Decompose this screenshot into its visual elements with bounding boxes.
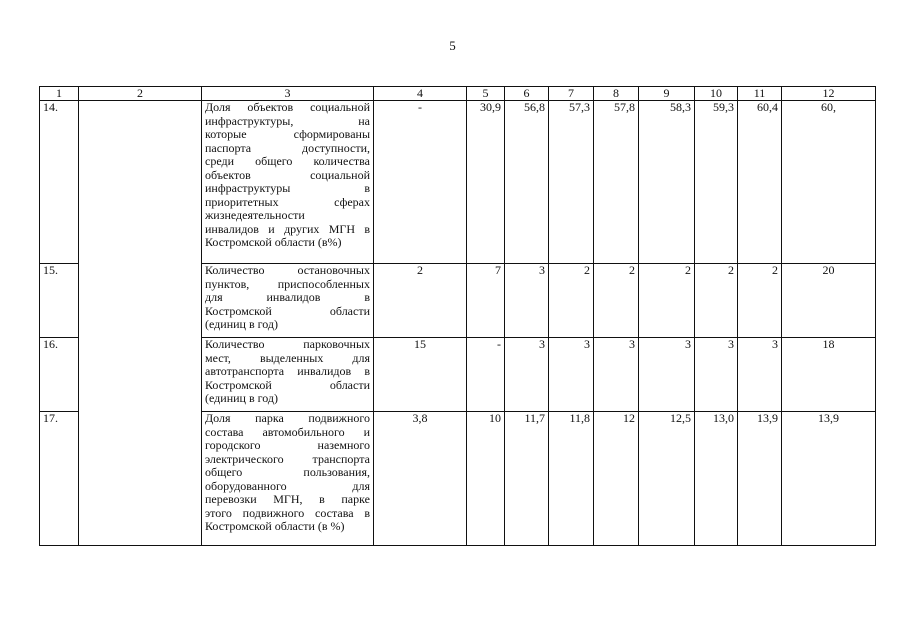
value-cell: 13,9 [738,412,782,546]
value-cell: 13,9 [782,412,876,546]
header-cell: 9 [639,87,695,101]
value-cell: 2 [594,264,639,338]
description-line: мест, выделенных для [205,350,370,365]
value-cell: 12,5 [639,412,695,546]
value-cell: 57,8 [594,101,639,264]
table-row [40,101,876,264]
indicator-description [202,264,374,338]
description-line: состава автомобильного и [205,424,370,439]
description-line: Доля парка подвижного [205,411,370,425]
value-cell: 2 [695,264,738,338]
value-cell: 12 [594,412,639,546]
header-cell: 4 [374,87,467,101]
header-row [40,87,876,101]
description-line: Количество парковочных [205,337,370,351]
header-cell: 2 [79,87,202,101]
description-line: Количество остановочных [205,263,370,277]
column-2-cell [79,101,202,546]
value-cell: 10 [467,412,505,546]
description-line: этого подвижного состава в [205,505,370,520]
value-cell: 2 [639,264,695,338]
value-cell: 20 [782,264,876,338]
row-number: 14. [40,101,79,264]
value-cell: 2 [549,264,594,338]
description-line: Костромской области [205,303,370,318]
value-cell: - [467,338,505,412]
description-line: паспорта доступности, [205,140,370,155]
header-cell: 7 [549,87,594,101]
value-cell: 60,4 [738,101,782,264]
description-line: которые сформированы [205,127,370,141]
value-cell: 2 [374,264,467,338]
value-cell: 3,8 [374,412,467,546]
value-cell: 2 [738,264,782,338]
value-cell: 57,3 [549,101,594,264]
description-line: городского наземного [205,438,370,452]
description-line: Доля объектов социальной [205,100,370,114]
description-line: перевозки МГН, в парке [205,492,370,506]
row-number: 15. [40,264,79,338]
header-cell: 10 [695,87,738,101]
value-cell: 59,3 [695,101,738,264]
value-cell: 3 [505,264,549,338]
value-cell: 3 [738,338,782,412]
header-cell: 8 [594,87,639,101]
header-cell: 12 [782,87,876,101]
description-line: (единиц в год) [205,317,279,331]
description-line: объектов социальной [205,167,370,182]
header-cell: 3 [202,87,374,101]
row-number: 17. [40,412,79,546]
description-line: оборудованного для [205,478,370,493]
indicator-description [202,101,374,264]
description-line: автотранспорта инвалидов в [205,364,370,378]
description-line: электрического транспорта [205,451,370,466]
value-cell: 13,0 [695,412,738,546]
row-number: 16. [40,338,79,412]
value-cell: 60, [782,101,876,264]
description-line: Костромской области (в %) [205,519,345,533]
value-cell: 30,9 [467,101,505,264]
value-cell: 15 [374,338,467,412]
header-cell: 11 [738,87,782,101]
indicator-description [202,338,374,412]
description-line: Костромской области (в%) [205,235,342,249]
description-line: Костромской области [205,377,370,392]
indicator-description [202,412,374,546]
description-line: инфраструктуры, на [205,113,370,128]
value-cell: 3 [505,338,549,412]
indicator-table [39,86,876,546]
value-cell: - [374,101,467,264]
description-line: приоритетных сферах [205,194,370,209]
description-line: инфраструктуры в [205,181,370,195]
value-cell: 58,3 [639,101,695,264]
description-line: пунктов, приспособленных [205,276,370,291]
description-line: для инвалидов в [205,290,370,304]
description-line: (единиц в год) [205,391,279,405]
value-cell: 3 [594,338,639,412]
header-cell: 6 [505,87,549,101]
description-line: общего пользования, [205,465,370,479]
description-line: жизнедеятельности [205,208,305,222]
header-cell: 5 [467,87,505,101]
value-cell: 18 [782,338,876,412]
page-number: 5 [449,38,456,53]
value-cell: 3 [549,338,594,412]
value-cell: 56,8 [505,101,549,264]
value-cell: 7 [467,264,505,338]
value-cell: 3 [639,338,695,412]
value-cell: 11,8 [549,412,594,546]
description-line: инвалидов и других МГН в [205,221,370,236]
value-cell: 3 [695,338,738,412]
header-cell: 1 [40,87,79,101]
value-cell: 11,7 [505,412,549,546]
description-line: среди общего количества [205,154,370,168]
